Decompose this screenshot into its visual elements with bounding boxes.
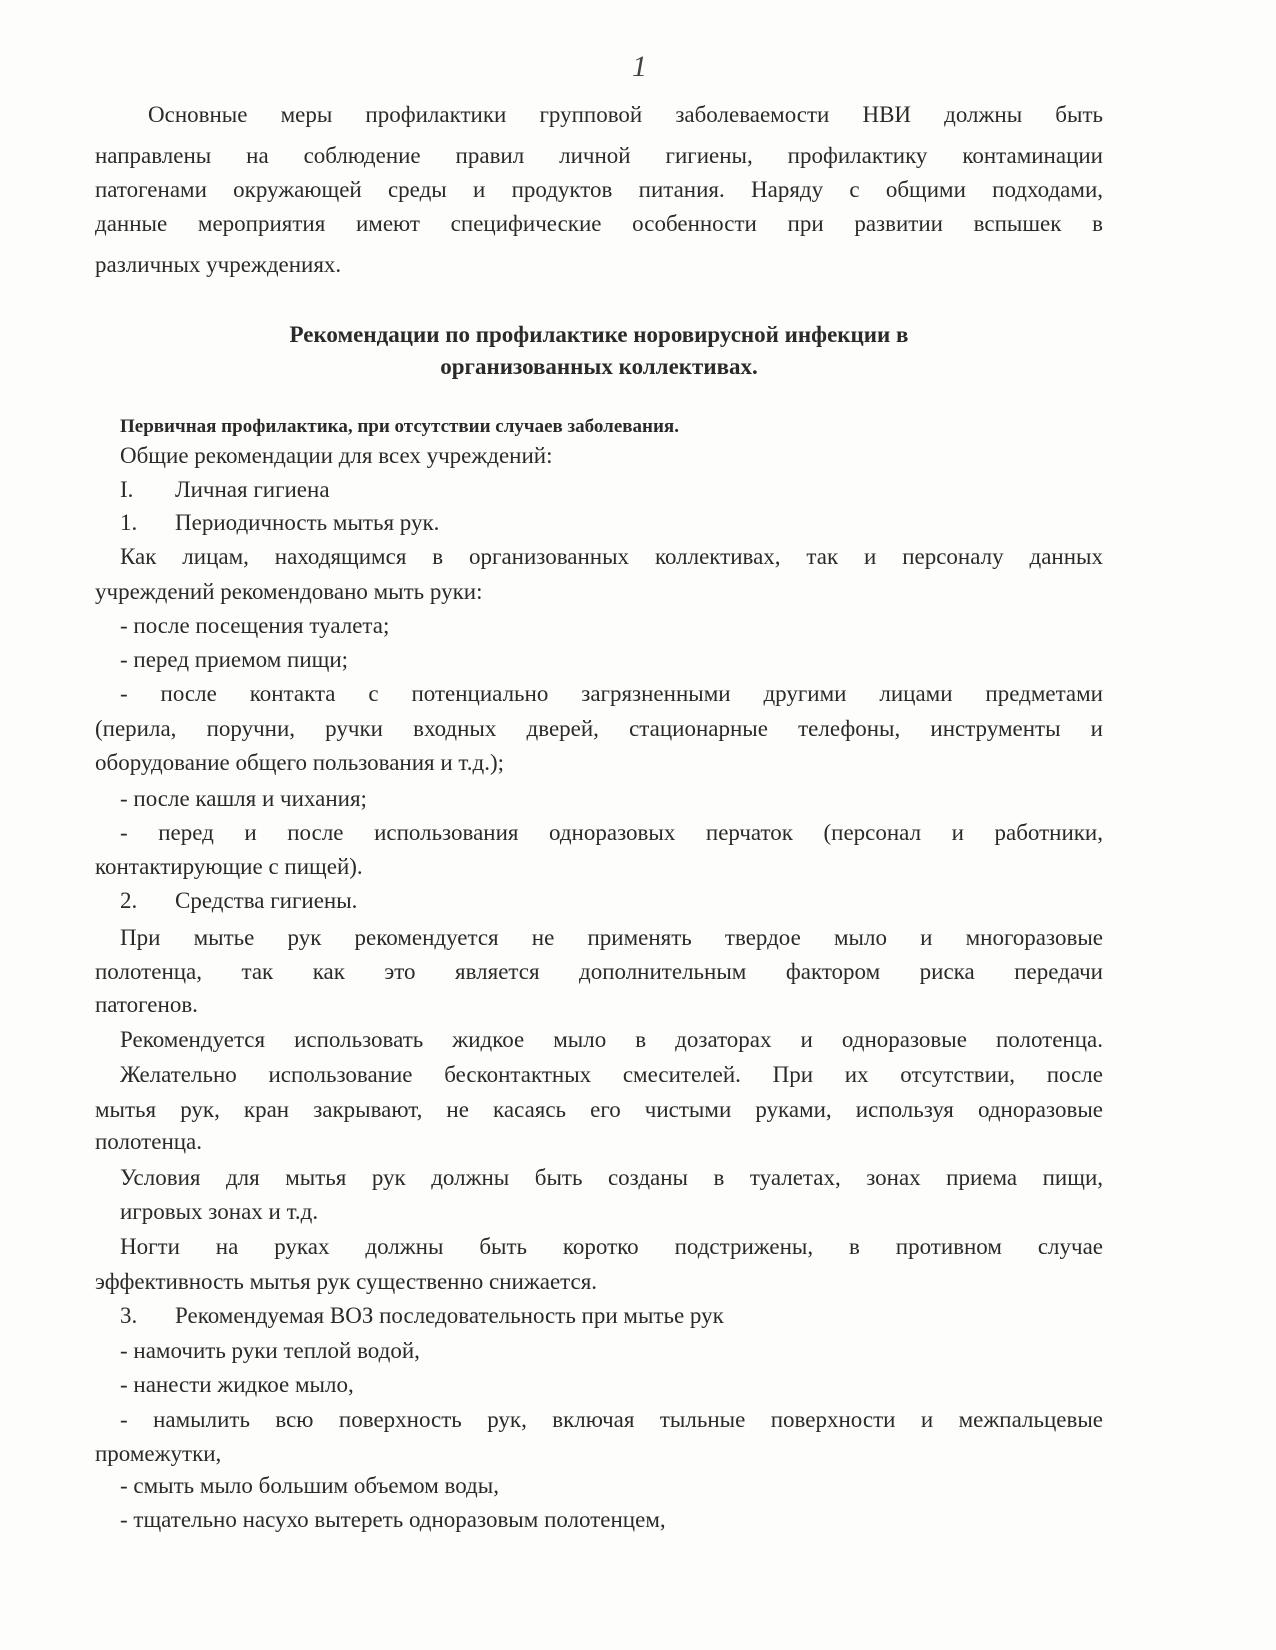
page-number: 1 bbox=[632, 50, 647, 83]
text-line: - намочить руки теплой водой, bbox=[120, 1338, 420, 1363]
text-line bbox=[120, 476, 330, 504]
text-line: - перед приемом пищи; bbox=[120, 647, 349, 672]
text-line: - после контакта с потенциально загрязненными другими лицами предметами bbox=[120, 681, 1103, 706]
text-line: - после кашля и чихания; bbox=[120, 786, 367, 811]
text-line: учреждений рекомендовано мыть руки: bbox=[95, 579, 483, 604]
text-line: эффективность мытья рук существенно снижается. bbox=[95, 1269, 598, 1294]
list-number: 1. bbox=[120, 510, 138, 535]
list-item-text: Средства гигиены. bbox=[175, 888, 358, 913]
text-line: данные мероприятия имеют специфические особенности при развитии вспышек в bbox=[95, 211, 1103, 236]
text-line: (перила, поручни, ручки входных дверей, стационарные телефоны, инструменты и bbox=[95, 716, 1103, 741]
text-line: полотенца, так как это является дополнительным фактором риска передачи bbox=[95, 959, 1103, 984]
text-line: патогенов. bbox=[95, 992, 198, 1017]
list-item-text: Периодичность мытья рук. bbox=[175, 510, 440, 535]
text-line: мытья рук, кран закрывают, не касаясь его чистыми руками, используя одноразовые bbox=[95, 1097, 1103, 1122]
text-line: - намылить всю поверхность рук, включая тыльные поверхности и межпальцевые bbox=[120, 1407, 1103, 1432]
text-line: Желательно использование бесконтактных смесителей. При их отсутствии, после bbox=[120, 1062, 1103, 1087]
text-line: - после посещения туалета; bbox=[120, 613, 390, 638]
text-line: оборудование общего пользования и т.д.); bbox=[95, 750, 504, 775]
text-line: Условия для мытья рук должны быть созданы в туалетах, зонах приема пищи, bbox=[120, 1165, 1103, 1190]
section-heading: организованных коллективах. bbox=[440, 354, 758, 379]
text-line: патогенами окружающей среды и продуктов питания. Наряду с общими подходами, bbox=[95, 177, 1103, 202]
text-line: - нанести жидкое мыло, bbox=[120, 1372, 354, 1397]
subheading: Первичная профилактика, при отсутствии случаев заболевания. bbox=[120, 416, 679, 437]
text-line: полотенца. bbox=[95, 1129, 203, 1154]
text-line: различных учреждениях. bbox=[95, 252, 342, 277]
text-line: промежутки, bbox=[95, 1441, 222, 1466]
section-heading: Рекомендации по профилактике норовирусной инфекции в bbox=[289, 322, 909, 347]
text-line: - перед и после использования одноразовых перчаток (персонал и работники, bbox=[120, 820, 1103, 845]
list-item-text: Личная гигиена bbox=[175, 477, 330, 502]
text-line: При мытье рук рекомендуется не применять твердое мыло и многоразовые bbox=[120, 925, 1103, 950]
text-line: направлены на соблюдение правил личной гигиены, профилактику контаминации bbox=[95, 143, 1103, 168]
text-line: игровых зонах и т.д. bbox=[120, 1199, 319, 1224]
text-line: Рекомендуется использовать жидкое мыло в дозаторах и одноразовые полотенца. bbox=[120, 1027, 1103, 1052]
text-line: контактирующие с пищей). bbox=[95, 854, 363, 879]
text-line bbox=[120, 509, 439, 537]
list-number: 2. bbox=[120, 888, 138, 913]
text-line: Общие рекомендации для всех учреждений: bbox=[120, 443, 553, 468]
list-item-text: Рекомендуемая ВОЗ последовательность при мытье рук bbox=[175, 1303, 724, 1328]
list-number: I. bbox=[120, 477, 134, 502]
text-line: - смыть мыло большим объемом воды, bbox=[120, 1473, 499, 1498]
text-line: - тщательно насухо вытереть одноразовым полотенцем, bbox=[120, 1507, 666, 1532]
text-line bbox=[120, 1302, 724, 1330]
text-line: Ногти на руках должны быть коротко подстрижены, в противном случае bbox=[120, 1234, 1103, 1259]
list-number: 3. bbox=[120, 1303, 138, 1328]
text-line: Основные меры профилактики групповой заболеваемости НВИ должны быть bbox=[148, 102, 1103, 127]
text-line bbox=[120, 887, 357, 915]
text-line: Как лицам, находящимся в организованных коллективах, так и персоналу данных bbox=[120, 544, 1103, 569]
